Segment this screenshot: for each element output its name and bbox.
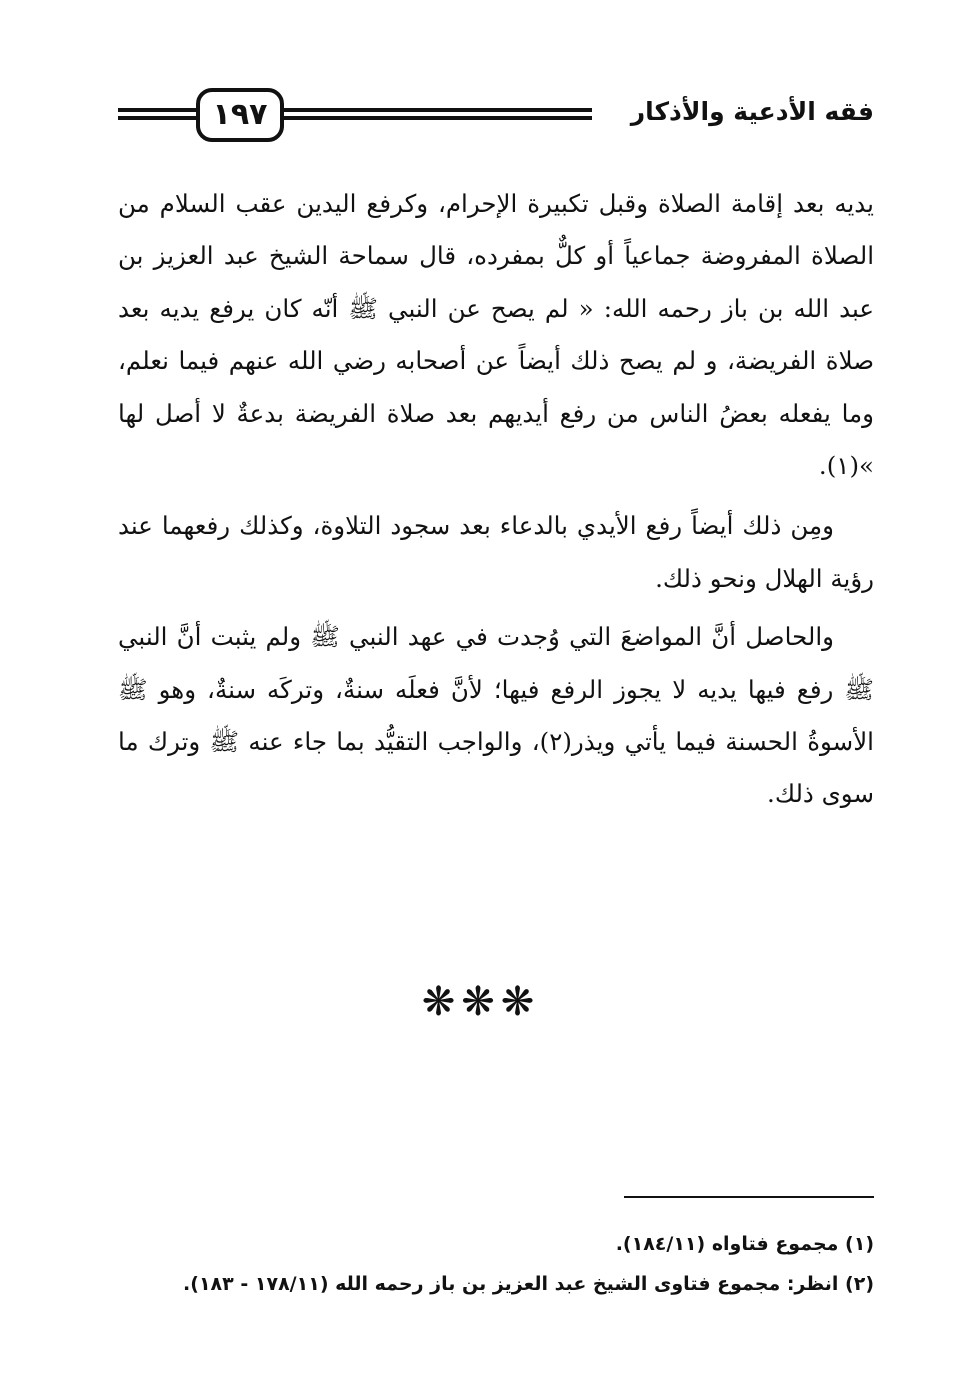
footnote-1: (١) مجموع فتاواه (١٨٤/١١). <box>615 1233 874 1255</box>
paragraph: يديه بعد إقامة الصلاة وقبل تكبيرة الإحرام، وكرفع اليدين عقب السلام من الصلاة المفروضة جماعياً أو كلٌّ بمفرده، قال سماحة الشيخ عبد العزيز بن عبد الله بن باز رحمه الله: « لم يصح عن النبي ﷺ أنّه كان يرفع يديه بعد صلاة الفريضة، و لم يصح ذلك أيضاً عن أصحابه رضي الله عنهم فيما نعلم، وما يفعله بعضُ الناس من رفع أيديهم بعد صلاة الفريضة بدعةٌ لا أصل لها »(١). <box>118 189 874 481</box>
paragraph: والحاصل أنَّ المواضعَ التي وُجدت في عهد النبي ﷺ ولم يثبت أنَّ النبي ﷺ رفع فيها يديه لا يجوز الرفع فيها؛ لأنَّ فعلَه سنةٌ، وتركَه سنةٌ، وهو ﷺ الأسوةُ الحسنة فيما يأتي ويذر(٢)، والواجب التقيُّد بما جاء عنه ﷺ وترك ما سوى ذلك. <box>118 622 874 809</box>
page-body <box>118 178 874 821</box>
footnote-2: (٢) انظر: مجموع فتاوى الشيخ عبد العزيز بن باز رحمه الله (١٧٨/١١ - ١٨٣). <box>183 1273 874 1295</box>
book-title: فقه الأدعية والأذكار <box>630 97 874 126</box>
footnotes <box>118 1224 874 1304</box>
page-number: ١٩٧ <box>196 88 284 142</box>
section-separator: ❋❋❋ <box>421 979 541 1025</box>
page-header <box>118 86 874 148</box>
header-rule-middle <box>284 108 592 120</box>
footnote-divider <box>624 1196 874 1198</box>
paragraph: ومِن ذلك أيضاً رفع الأيدي بالدعاء بعد سجود التلاوة، وكذلك رفعهما عند رؤية الهلال ونحو ذلك. <box>118 511 874 593</box>
header-rule-left <box>118 108 196 120</box>
